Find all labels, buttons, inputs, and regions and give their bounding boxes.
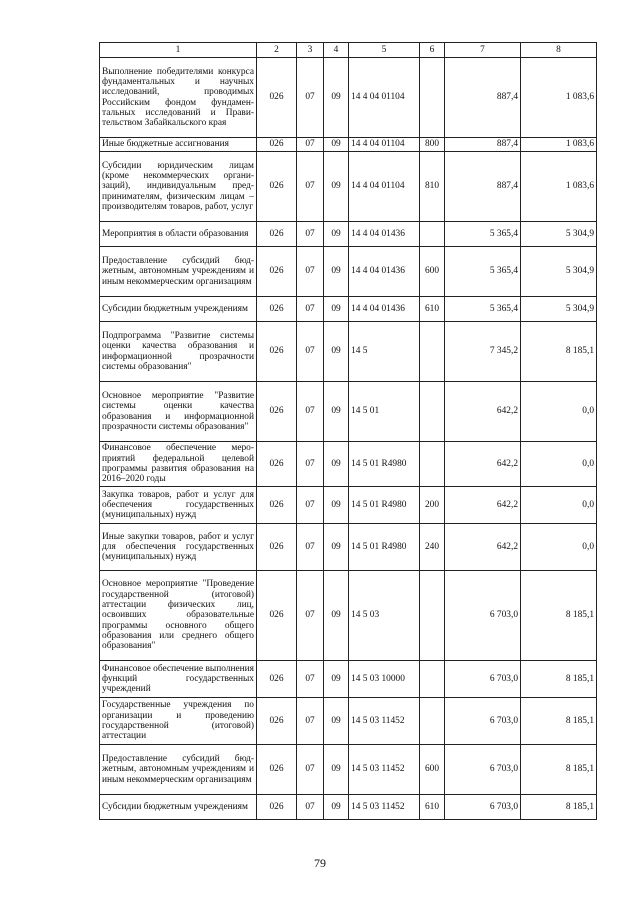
table-row	[100, 661, 597, 698]
expense-type-cell: 610	[420, 795, 445, 820]
row-name-cell: Основное мероприятие "Развитие системы оценки качества образования и информационной прозрачности системы образования"	[100, 382, 257, 442]
target-article-cell: 14 4 04 01436	[349, 222, 420, 247]
amount-year2-cell: 8 185,1	[521, 745, 597, 795]
row-name-cell: Субсидии бюджетным учреждениям	[100, 297, 257, 322]
amount-year2-cell: 1 083,6	[521, 152, 597, 222]
amount-year1-cell: 642,2	[445, 524, 521, 571]
amount-year2-cell: 8 185,1	[521, 322, 597, 382]
header-cell: 8	[521, 43, 597, 58]
subsection-cell: 09	[324, 661, 349, 698]
amount-year1-cell: 887,4	[445, 152, 521, 222]
header-cell: 3	[297, 43, 324, 58]
subsection-cell: 09	[324, 487, 349, 524]
expense-type-cell	[420, 442, 445, 487]
amount-year1-cell: 6 703,0	[445, 698, 521, 745]
amount-year1-cell: 6 703,0	[445, 795, 521, 820]
amount-year2-cell: 8 185,1	[521, 698, 597, 745]
table-row	[100, 152, 597, 222]
target-article-cell: 14 5 01 R4980	[349, 442, 420, 487]
grbs-code-cell: 026	[257, 795, 297, 820]
subsection-cell: 09	[324, 322, 349, 382]
header-cell: 1	[100, 43, 257, 58]
row-name-cell: Подпрограмма "Развитие системы оценки качества образования и информационной прозрачности системы образования"	[100, 322, 257, 382]
grbs-code-cell: 026	[257, 745, 297, 795]
expense-type-cell: 800	[420, 138, 445, 152]
table-row	[100, 698, 597, 745]
grbs-code-cell: 026	[257, 661, 297, 698]
grbs-code-cell: 026	[257, 442, 297, 487]
expense-type-cell	[420, 58, 445, 138]
subsection-cell: 09	[324, 58, 349, 138]
expense-type-cell	[420, 322, 445, 382]
table-row	[100, 487, 597, 524]
row-name-cell: Иные бюджетные ассигнования	[100, 138, 257, 152]
section-cell: 07	[297, 571, 324, 661]
table-row	[100, 524, 597, 571]
target-article-cell: 14 5 03 11452	[349, 795, 420, 820]
table-row	[100, 795, 597, 820]
table-row	[100, 247, 597, 297]
budget-table	[99, 42, 597, 820]
target-article-cell: 14 4 04 01104	[349, 58, 420, 138]
header-cell: 4	[324, 43, 349, 58]
section-cell: 07	[297, 58, 324, 138]
section-cell: 07	[297, 661, 324, 698]
table-row	[100, 222, 597, 247]
target-article-cell: 14 5 01 R4980	[349, 524, 420, 571]
subsection-cell: 09	[324, 297, 349, 322]
expense-type-cell: 600	[420, 745, 445, 795]
target-article-cell: 14 4 04 01436	[349, 297, 420, 322]
table-row	[100, 571, 597, 661]
expense-type-cell	[420, 698, 445, 745]
amount-year2-cell: 8 185,1	[521, 661, 597, 698]
subsection-cell: 09	[324, 247, 349, 297]
subsection-cell: 09	[324, 152, 349, 222]
table-row	[100, 382, 597, 442]
grbs-code-cell: 026	[257, 322, 297, 382]
subsection-cell: 09	[324, 571, 349, 661]
target-article-cell: 14 5 03	[349, 571, 420, 661]
target-article-cell: 14 5 03 10000	[349, 661, 420, 698]
amount-year2-cell: 1 083,6	[521, 138, 597, 152]
grbs-code-cell: 026	[257, 222, 297, 247]
amount-year1-cell: 7 345,2	[445, 322, 521, 382]
amount-year2-cell: 8 185,1	[521, 571, 597, 661]
target-article-cell: 14 5 03 11452	[349, 698, 420, 745]
amount-year2-cell: 5 304,9	[521, 297, 597, 322]
section-cell: 07	[297, 745, 324, 795]
amount-year1-cell: 642,2	[445, 382, 521, 442]
target-article-cell: 14 4 04 01436	[349, 247, 420, 297]
table-row	[100, 297, 597, 322]
subsection-cell: 09	[324, 222, 349, 247]
subsection-cell: 09	[324, 442, 349, 487]
grbs-code-cell: 026	[257, 698, 297, 745]
amount-year2-cell: 5 304,9	[521, 247, 597, 297]
row-name-cell: Финансовое обеспечение мероприятий федеральной целевой программы развития образования на 2016–2020 годы	[100, 442, 257, 487]
amount-year1-cell: 642,2	[445, 442, 521, 487]
subsection-cell: 09	[324, 745, 349, 795]
section-cell: 07	[297, 487, 324, 524]
amount-year2-cell: 8 185,1	[521, 795, 597, 820]
amount-year2-cell: 0,0	[521, 487, 597, 524]
amount-year2-cell: 0,0	[521, 382, 597, 442]
expense-type-cell: 240	[420, 524, 445, 571]
amount-year1-cell: 887,4	[445, 138, 521, 152]
section-cell: 07	[297, 322, 324, 382]
header-cell: 7	[445, 43, 521, 58]
section-cell: 07	[297, 795, 324, 820]
subsection-cell: 09	[324, 382, 349, 442]
grbs-code-cell: 026	[257, 152, 297, 222]
header-cell: 5	[349, 43, 420, 58]
section-cell: 07	[297, 382, 324, 442]
row-name-cell: Предоставление субсидий бюджетным, автономным учреждениям и иным некоммерческим организациям	[100, 247, 257, 297]
grbs-code-cell: 026	[257, 487, 297, 524]
target-article-cell: 14 4 04 01104	[349, 152, 420, 222]
grbs-code-cell: 026	[257, 297, 297, 322]
amount-year2-cell: 1 083,6	[521, 58, 597, 138]
row-name-cell: Мероприятия в области образования	[100, 222, 257, 247]
table-row	[100, 322, 597, 382]
expense-type-cell: 810	[420, 152, 445, 222]
subsection-cell: 09	[324, 524, 349, 571]
target-article-cell: 14 5	[349, 322, 420, 382]
grbs-code-cell: 026	[257, 571, 297, 661]
row-name-cell: Субсидии бюджетным учреждениям	[100, 795, 257, 820]
page-number: 79	[314, 856, 326, 870]
section-cell: 07	[297, 152, 324, 222]
amount-year1-cell: 887,4	[445, 58, 521, 138]
row-name-cell: Основное мероприятие "Проведение государственной (итоговой) аттестации физических лиц, освоивших образовательные программы основного общего образования или среднего общего образования"	[100, 571, 257, 661]
row-name-cell: Закупка товаров, работ и услуг для обеспечения государственных (муниципальных) нужд	[100, 487, 257, 524]
target-article-cell: 14 5 03 11452	[349, 745, 420, 795]
target-article-cell: 14 4 04 01104	[349, 138, 420, 152]
amount-year1-cell: 6 703,0	[445, 745, 521, 795]
amount-year1-cell: 5 365,4	[445, 297, 521, 322]
grbs-code-cell: 026	[257, 58, 297, 138]
header-cell: 6	[420, 43, 445, 58]
amount-year1-cell: 6 703,0	[445, 571, 521, 661]
row-name-cell: Субсидии юридическим лицам (кроме некоммерческих организаций), индивидуальным предпринимателям, физическим лицам – производителям товаров, работ, услуг	[100, 152, 257, 222]
section-cell: 07	[297, 524, 324, 571]
expense-type-cell: 200	[420, 487, 445, 524]
target-article-cell: 14 5 01 R4980	[349, 487, 420, 524]
amount-year1-cell: 5 365,4	[445, 222, 521, 247]
table-row	[100, 138, 597, 152]
expense-type-cell: 610	[420, 297, 445, 322]
section-cell: 07	[297, 442, 324, 487]
amount-year1-cell: 642,2	[445, 487, 521, 524]
amount-year2-cell: 0,0	[521, 442, 597, 487]
target-article-cell: 14 5 01	[349, 382, 420, 442]
expense-type-cell: 600	[420, 247, 445, 297]
amount-year1-cell: 6 703,0	[445, 661, 521, 698]
section-cell: 07	[297, 222, 324, 247]
table-row	[100, 58, 597, 138]
subsection-cell: 09	[324, 138, 349, 152]
row-name-cell: Выполнение победителями конкурса фундаментальных и научных исследований, проводимых Российским фондом фундаментальных исследований и Правительством Забайкальского края	[100, 58, 257, 138]
subsection-cell: 09	[324, 795, 349, 820]
section-cell: 07	[297, 297, 324, 322]
table-body	[100, 58, 597, 820]
grbs-code-cell: 026	[257, 524, 297, 571]
expense-type-cell	[420, 222, 445, 247]
section-cell: 07	[297, 247, 324, 297]
row-name-cell: Финансовое обеспечение выполнения функций государственных учреждений	[100, 661, 257, 698]
section-cell: 07	[297, 138, 324, 152]
header-row	[100, 43, 597, 58]
table-row	[100, 442, 597, 487]
grbs-code-cell: 026	[257, 247, 297, 297]
row-name-cell: Предоставление субсидий бюджетным, автономным учреждениям и иным некоммерческим организациям	[100, 745, 257, 795]
grbs-code-cell: 026	[257, 138, 297, 152]
amount-year2-cell: 5 304,9	[521, 222, 597, 247]
expense-type-cell	[420, 571, 445, 661]
subsection-cell: 09	[324, 698, 349, 745]
header-cell: 2	[257, 43, 297, 58]
row-name-cell: Иные закупки товаров, работ и услуг для обеспечения государственных (муниципальных) нужд	[100, 524, 257, 571]
amount-year2-cell: 0,0	[521, 524, 597, 571]
section-cell: 07	[297, 698, 324, 745]
row-name-cell: Государственные учреждения по организации и проведению государственной (итоговой) аттестации	[100, 698, 257, 745]
expense-type-cell	[420, 382, 445, 442]
amount-year1-cell: 5 365,4	[445, 247, 521, 297]
expense-type-cell	[420, 661, 445, 698]
grbs-code-cell: 026	[257, 382, 297, 442]
table-row	[100, 745, 597, 795]
